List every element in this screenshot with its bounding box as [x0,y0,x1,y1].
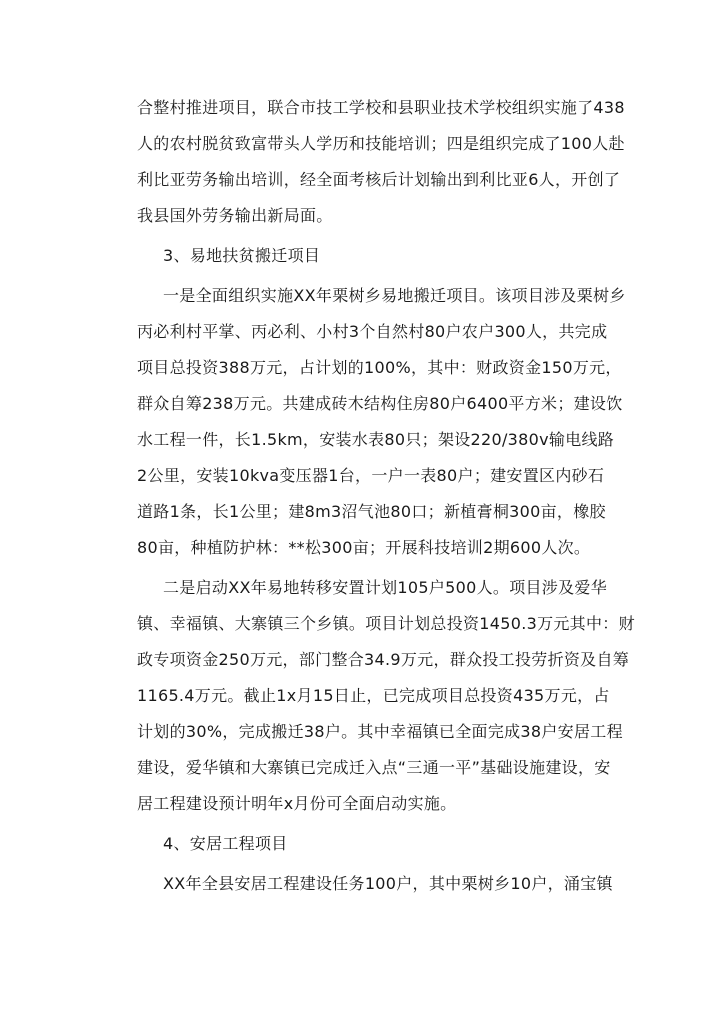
section-heading: 4、安居工程项目 [163,834,288,853]
text-line: 一是全面组织实施XX年栗树乡易地搬迁项目。该项目涉及栗树乡 [163,286,626,305]
text-line: 政专项资金250万元，部门整合34.9万元，群众投工投劳折资及自筹 [137,650,630,669]
text-line: 群众自筹238万元。共建成砖木结构住房80户6400平方米；建设饮 [137,394,623,413]
text-line: 我县国外劳务输出新局面。 [137,206,333,225]
text-line: 2公里，安装10kva变压器1台，一户一表80户；建安置区内砂石 [137,466,605,485]
text-line: 居工程建设预计明年x月份可全面启动实施。 [137,794,457,813]
text-line: 利比亚劳务输出培训，经全面考核后计划输出到利比亚6人，开创了 [137,170,621,189]
text-line: 丙必利村平掌、丙必利、小村3个自然村80户农户300人，共完成 [137,322,608,341]
text-line: 80亩，种植防护林：**松300亩；开展科技培训2期600人次。 [137,538,591,557]
text-line: 1165.4万元。截止1x月15日止，已完成项目总投资435万元，占 [137,686,610,705]
section-heading: 3、易地扶贫搬迁项目 [163,246,321,265]
text-line: 水工程一件，长1.5km，安装水表80只；架设220/380v输电线路 [137,430,615,449]
text-line: 二是启动XX年易地转移安置计划105户500人。项目涉及爱华 [163,578,608,597]
text-line: 项目总投资388万元，占计划的100%，其中：财政资金150万元， [137,358,622,377]
text-line: 建设，爱华镇和大寨镇已完成迁入点“三通一平”基础设施建设，安 [137,758,611,777]
text-line: 人的农村脱贫致富带头人学历和技能培训；四是组织完成了100人赴 [137,134,625,153]
text-line: 计划的30%，完成搬迁38户。其中幸福镇已全面完成38户安居工程 [137,722,623,741]
text-line: 镇、幸福镇、大寨镇三个乡镇。项目计划总投资1450.3万元其中：财 [137,614,635,633]
text-line: 合整村推进项目，联合市技工学校和县职业技术学校组织实施了438 [137,98,625,117]
text-line: XX年全县安居工程建设任务100户，其中栗树乡10户，涌宝镇 [163,874,613,893]
text-line: 道路1条，长1公里；建8m3沼气池80口；新植膏桐300亩，橡胶 [137,502,606,521]
